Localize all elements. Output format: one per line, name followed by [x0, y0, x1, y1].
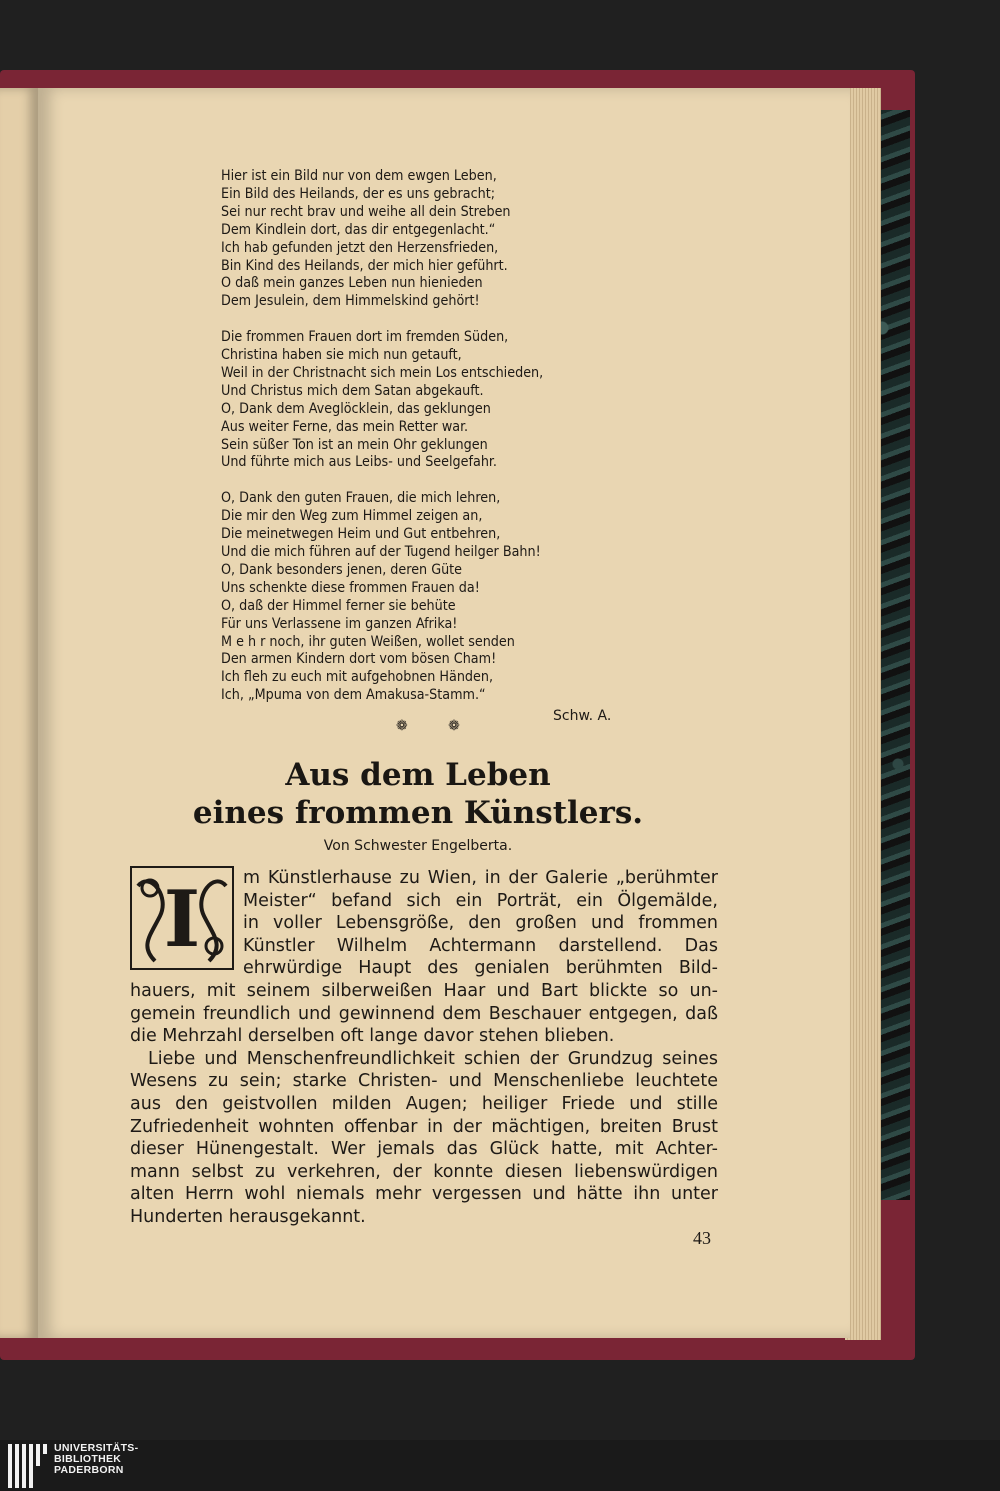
poem-line: O, Dank den guten Frauen, die mich lehren, — [221, 490, 501, 507]
poem-stanza — [221, 168, 641, 311]
poem-line: Die mir den Weg zum Himmel zeigen an, — [221, 508, 483, 525]
body-line: Zufriedenheit wohnten offenbar in der mächtigen, breiten Brust — [130, 1116, 718, 1137]
poem-line: M e h r noch, ihr guten Weißen, wollet senden — [221, 633, 515, 650]
poem-line: Dem Kindlein dort, das dir entgegenlacht.“ — [221, 221, 496, 238]
poem — [221, 168, 641, 723]
page-stack-edges — [845, 88, 881, 1340]
article-byline: Von Schwester Engelberta. — [323, 838, 513, 854]
section-ornament: ❁ ❁ — [396, 718, 478, 734]
body-line: alten Herrn wohl niemals mehr vergessen und hätte ihn unter — [130, 1184, 718, 1205]
poem-line: Und Christus mich dem Satan abgekauft. — [221, 382, 484, 399]
article-title — [118, 756, 718, 832]
body-line: ehrwürdige Haupt des genialen berühmten Bild- — [243, 958, 718, 979]
body-line: mann selbst zu verkehren, der konnte diesen liebenswürdigen — [130, 1161, 718, 1182]
poem-line: Sei nur recht brav und weihe all dein Streben — [221, 203, 511, 220]
body-line: Hunderten herausgekannt. — [130, 1206, 366, 1227]
page-number: 43 — [693, 1228, 711, 1248]
body-line: in voller Lebensgröße, den großen und frommen — [243, 913, 718, 934]
library-footer — [0, 1440, 1000, 1491]
poem-signature: Schw. A. — [553, 708, 612, 724]
body-line: Künstler Wilhelm Achtermann darstellend. Das — [243, 935, 718, 956]
poem-line: Die meinetwegen Heim und Gut entbehren, — [221, 526, 501, 543]
body-line: dieser Hünengestalt. Wer jemals das Glück hatte, mit Achter- — [130, 1139, 718, 1160]
poem-line: Bin Kind des Heilands, der mich hier geführt. — [221, 257, 508, 274]
library-name-line: BIBLIOTHEK — [54, 1453, 122, 1465]
poem-line: Ich, „Mpuma von dem Amakusa-Stamm.“ — [221, 687, 486, 704]
poem-line: Und führte mich aus Leibs- und Seelgefahr. — [221, 454, 497, 471]
poem-line: Sein süßer Ton ist an mein Ohr geklungen — [221, 436, 488, 453]
article-body — [130, 867, 718, 1229]
poem-line: Für uns Verlassene im ganzen Afrika! — [221, 615, 458, 632]
poem-line: O, Dank dem Aveglöcklein, das geklungen — [221, 400, 491, 417]
book-page — [38, 88, 850, 1338]
library-name-line: PADERBORN — [54, 1464, 124, 1476]
poem-line: Ich fleh zu euch mit aufgehobnen Händen, — [221, 669, 494, 686]
body-line: Wesens zu sein; starke Christen- und Menschenliebe leuchtete — [130, 1071, 718, 1092]
body-line: aus den geistvollen milden Augen; heiliger Friede und stille — [130, 1093, 718, 1114]
poem-line: Dem Jesulein, dem Himmelskind gehört! — [221, 293, 480, 310]
poem-stanza — [221, 329, 641, 472]
poem-line: Aus weiter Ferne, das mein Retter war. — [221, 418, 469, 435]
poem-line: O daß mein ganzes Leben nun hienieden — [221, 275, 483, 292]
poem-stanza — [221, 490, 641, 705]
body-line: die Mehrzahl derselben oft lange davor stehen blieben. — [130, 1026, 615, 1047]
poem-line: Den armen Kindern dort vom bösen Cham! — [221, 651, 497, 668]
library-name — [54, 1443, 138, 1476]
poem-line: Die frommen Frauen dort im fremden Süden, — [221, 329, 509, 346]
poem-line: Ein Bild des Heilands, der es uns gebracht; — [221, 185, 495, 202]
poem-line: Weil in der Christnacht sich mein Los entschieden, — [221, 364, 544, 381]
poem-line: Und die mich führen auf der Tugend heilger Bahn! — [221, 544, 541, 560]
poem-line: O, Dank besonders jenen, deren Güte — [221, 561, 463, 578]
library-name-line: UNIVERSITÄTS- — [54, 1442, 139, 1454]
body-line: gemein freundlich und gewinnend dem Beschauer entgegen, daß — [130, 1003, 718, 1024]
body-line: m Künstlerhause zu Wien, in der Galerie „berühmter — [243, 868, 718, 888]
poem-line: O, daß der Himmel ferner sie behüte — [221, 597, 456, 614]
article-title-line: eines frommen Künstlers. — [192, 795, 644, 831]
poem-line: Christina haben sie mich nun getauft, — [221, 347, 462, 364]
initial-letter: I — [163, 874, 201, 965]
left-page-edge — [0, 88, 38, 1338]
body-line: hauers, mit seinem silberweißen Haar und Bart blickte so un- — [130, 980, 718, 1001]
body-line: Meister“ befand sich ein Porträt, ein Ölgemälde, — [243, 890, 718, 911]
body-line: Liebe und Menschenfreundlichkeit schien der Grundzug seines — [148, 1048, 718, 1069]
poem-line: Hier ist ein Bild nur von dem ewgen Leben, — [221, 168, 497, 184]
poem-line: Uns schenkte diese frommen Frauen da! — [221, 579, 480, 596]
library-logo-icon — [8, 1444, 48, 1488]
poem-line: Ich hab gefunden jetzt den Herzensfrieden, — [221, 239, 499, 256]
article-title-line: Aus dem Leben — [285, 757, 551, 793]
